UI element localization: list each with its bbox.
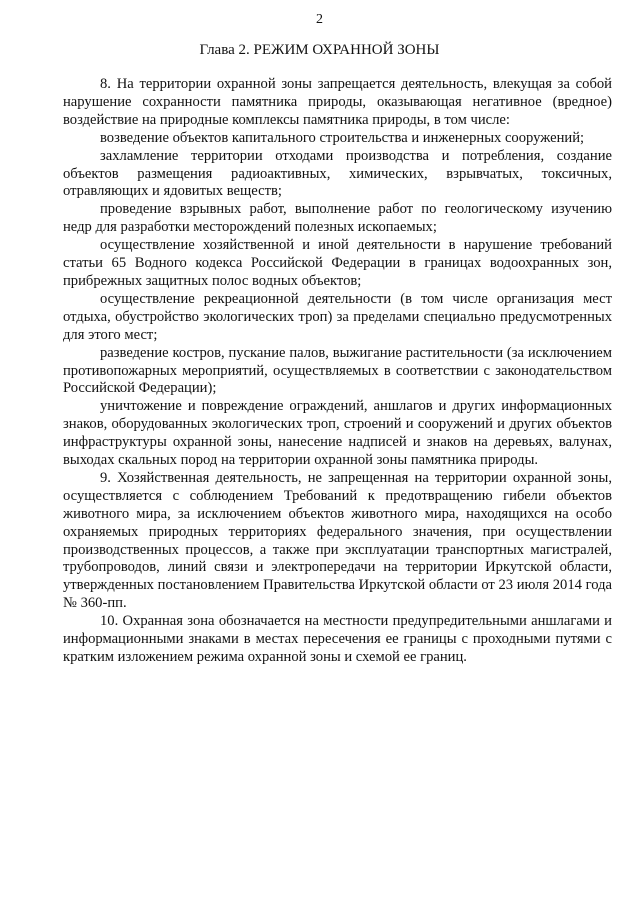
chapter-title: Глава 2. РЕЖИМ ОХРАННОЙ ЗОНЫ [199,42,440,58]
paragraph: 10. Охранная зона обозначается на местности предупредительными аншлагами и информационными знаками в местах пересечения ее границы с проходными путями с кратким изложением режима охранной зоны и схемой ее границ. [63,613,612,665]
paragraph: разведение костров, пускание палов, выжигание растительности (за исключением противопожарных мероприятий, осуществляемых в соответствии с законодательством Российской Федерации); [63,344,612,397]
paragraph: проведение взрывных работ, выполнение работ по геологическому изучению недр для разработки месторождений полезных ископаемых; [63,201,612,236]
paragraph: 9. Хозяйственная деятельность, не запрещенная на территории охранной зоны, осуществляется с соблюдением Требований к предотвращению гибели объектов животного мира, за исключением объектов животного мира, находящихся на особо охраняемых природных территориях федерального значения, при осуществлении производственных процессов, а также при эксплуатации транспортных магистралей, трубопроводов, линий связи и электропередачи на территории Иркутской области, утвержденных постановлением Правительства Иркутской области от 23 июля 2014 года № 360-пп. [63,469,612,612]
paragraph: возведение объектов капитального строительства и инженерных сооружений; [100,129,585,146]
paragraph: уничтожение и повреждение ограждений, аншлагов и других информационных знаков, оборудованных экологических троп, строений и сооружений и других объектов инфраструктуры охранной зоны, нанесение надписей и знаков на деревьях, валунах, выходах скальных пород на территории охранной зоны памятника природы. [63,398,612,469]
paragraph: 8. На территории охранной зоны запрещается деятельность, влекущая за собой нарушение сохранности памятника природы, оказывающая негативное (вредное) воздействие на природные комплексы памятника природы, в том числе: [63,76,612,128]
paragraph: осуществление рекреационной деятельности (в том числе организация мест отдыха, обустройство экологических троп) за пределами специально предусмотренных для этого мест; [63,290,612,343]
paragraph: осуществление хозяйственной и иной деятельности в нарушение требований статьи 65 Водного кодекса Российской Федерации в границах водоохранных зон, прибрежных защитных полос водных объектов; [63,237,612,289]
body-text [63,76,612,667]
paragraph: захламление территории отходами производства и потребления, создание объектов размещения радиоактивных, химических, взрывчатых, токсичных, отравляющих и ядовитых веществ; [63,147,612,200]
page-number: 2 [316,12,323,27]
